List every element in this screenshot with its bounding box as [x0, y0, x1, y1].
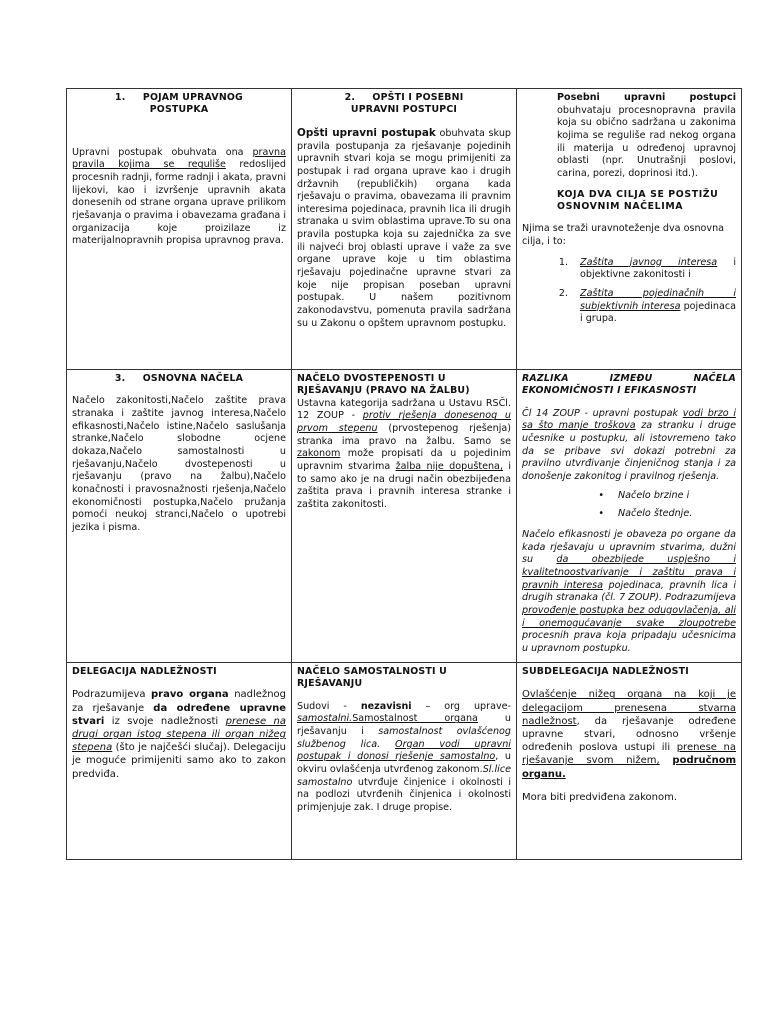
- cell-dvostepenost: [292, 370, 517, 663]
- paragraph-opsti-postupak: Opšti upravni postupak obuhvata skup pravila postupanja za rješavanje pojedinih upravnih stvari koja se mogu primijeniti za postupak i rad organa uprave kao i drugih državnih (republičkih) organa kada rješavaju o pravima, obavezama ili pravnim interesima pojedinaca, pravnih lica ili drugih stranaka u svim oblastima uprave.To su ona pravila postupka koja su zajednička za sve ili najveći broj oblasti uprave i važe za sve organe uprave koje u tim oblastima rješavaju pojedinačne upravne stvari za koje nije propisan poseban upravni postupak. U našem pozitivnom zakonodavstvu, pomenuta pravila sadržana su u Zakonu o opštem upravnom postupku.: [297, 126, 511, 329]
- table-row: [67, 663, 742, 860]
- cell-pojam-upravnog-postupka: [67, 89, 292, 370]
- heading-pojam: 1. POJAM UPRAVNOG POSTUPKA: [115, 92, 243, 116]
- cell-posebni-ciljevi: [517, 89, 742, 370]
- paragraph-pojam: Upravni postupak obuhvata ona pravna pravila kojima se reguliše redoslijed procesnih radnji, forme radnji i akata, pravni lijekovi, kao i izvršenje upravnih akata donesenih od strane organa uprave prilikom rješavanja o pravima i obavezama građana i organizacija koje proizilaze iz materijalnopravnih propisa upravnog prava.: [72, 146, 286, 247]
- paragraph-samostalnost: Sudovi - nezavisni – org uprave- samostalni.Samostalnost organa u rješavanju i samostalnost ovlašćenog službenog lica. Organ vodi upravni postupak i donosi rješenje samostalno, u okviru ovlašćenja utvrđenog zakonom.Sl.lice samostalno utvrđuje činjenice i okolnosti i na podlozi utvrđenih činjenica i okolnosti primjenjuje zak. I druge propise.: [297, 700, 512, 814]
- cell-osnovna-nacela: [67, 370, 292, 663]
- paragraph-ekonomicnost: Čl 14 ZOUP - upravni postupak vodi brzo i sa što manje troškova za stranku i druge učesnike u postupku, ali istovremeno tako da se pribave svi dokazi potrebni za pravilno utvrđivanje činjeničnog stanja i za donošenje zakonitog i pravilnog rješenja.: [522, 407, 736, 483]
- heading-dva-cilja: KOJA DVA CILJA SE POSTIŽU OSNOVNIM NAČELIMA: [557, 188, 719, 212]
- cell-opsti-posebni-postupci: [292, 89, 517, 370]
- paragraph-subdelegacija-zakon: Mora biti predviđena zakonom.: [522, 791, 678, 803]
- cell-delegacija: [67, 663, 292, 860]
- cell-subdelegacija: [517, 663, 742, 860]
- heading-osnovna-nacela: 3. OSNOVNA NAČELA: [114, 373, 244, 384]
- list-item: 1. Zaštita javnog interesa i objektivne zakonitosti i: [558, 256, 737, 281]
- notes-table: [66, 88, 742, 860]
- goals-list: [522, 257, 736, 326]
- paragraph-dvostepenost: Ustavna kategorija sadržana u Ustavu RSČl. 12 ZOUP - protiv rješenja donesenog u prvom stepenu (prvostepenog rješenja) stranka ima pravo na žalbu. Samo se zakonom može propisati da u pojedinim upravnim stvarima žalba nije dopuštena, i to samo ako je na drugi način obezbijeđena zaštita prava i pravnih interesa stranke i zaštita zakonitosti.: [297, 397, 512, 511]
- paragraph-subdelegacija: Ovlašćenje nižeg organa na koji je delegacijom prenesena stvarna nadležnost, da rješavanje određene upravne stvari, odnosno vršenje određenih poslova ustupi ili prenese na rješavanje svom nižem, područnom organu.: [522, 689, 736, 780]
- heading-opsti-posebni: 2. OPŠTI I POSEBNI UPRAVNI POSTUPCI: [344, 92, 464, 116]
- paragraph-efikasnost: Načelo efikasnosti je obaveza po organe da kada rješavaju u upravnim stvarima, dužni su da obezbijede uspješno i kvalitetnoostvarivanje i zaštitu prava i pravnih interesa pojedinaca, pravnih lica i drugih stranaka (čl. 7 ZOUP). Podrazumijeva provođenje postupka bez odugovlačenja, ali i onemogućavanje svake zloupotrebe procesnih prava koja pripadaju učesnicima u upravnom postupku.: [522, 529, 736, 654]
- heading-samostalnost: NAČELO SAMOSTALNOSTI U RJEŠAVANJU: [297, 666, 447, 690]
- heading-razlika: RAZLIKA IZMEĐU NAČELA EKONOMIČNOSTI I EFIKASNOSTI: [522, 373, 736, 397]
- paragraph-posebni-postupci: Posebni upravni postupci obuhvataju procesnopravna pravila koja su obično sadržana u zakonima kojima se reguliše rad nekog organa ili materija u određenoj upravnoj oblasti (npr. Unutrašnji poslovi, carina, porezi, doprinosi itd.).: [557, 92, 736, 179]
- paragraph-dva-cilja-intro: Njima se traži uravnoteženje dva osnovna cilja, i to:: [522, 223, 725, 248]
- list-item: 2. Zaštita pojedinačnih i subjektivnih interesa pojedinaca i grupa.: [558, 288, 736, 325]
- cell-ekonomicnost-efikasnost: [517, 370, 742, 663]
- heading-dvostepenost: NAČELO DVOSTEPENOSTI U RJEŠAVANJU (PRAVO NA ŽALBU): [297, 373, 470, 397]
- list-item: • Načelo štednje.: [598, 508, 693, 520]
- list-item: • Načelo brzine i: [598, 489, 690, 501]
- table-row: [67, 370, 742, 663]
- table-row: [67, 89, 742, 370]
- heading-subdelegacija: SUBDELEGACIJA NADLEŽNOSTI: [522, 666, 689, 677]
- heading-delegacija: DELEGACIJA NADLEŽNOSTI: [72, 666, 217, 677]
- cell-samostalnost: [292, 663, 517, 860]
- paragraph-delegacija: Podrazumijeva pravo organa nadležnog za rješavanje da određene upravne stvari iz svoje nadležnosti prenese na drugi organ istog stepena ili organ nižeg stepena (što je najčešći slučaj). Delegaciju je moguće primijeniti samo ako to zakon predviđa.: [72, 689, 286, 780]
- nacela-list: [522, 490, 736, 521]
- paragraph-osnovna-nacela: Načelo zakonitosti,Načelo zaštite prava stranaka i zaštite javnog interesa,Načelo efikasnosti,Načelo istine,Načelo saslušanja stranke,Načelo slobodne ocjene dokaza,Načelo samostalnosti u rješavanju,Načelo dvostepenosti u rješavanju (pravo na žalbu),Načelo konačnosti i pravosnažnosti rješenja,Načelo ekonomičnosti postupka,Načelo pružanja pomoći neukoj stranci,Načelo o upotrebi jezika i pisma.: [72, 395, 286, 533]
